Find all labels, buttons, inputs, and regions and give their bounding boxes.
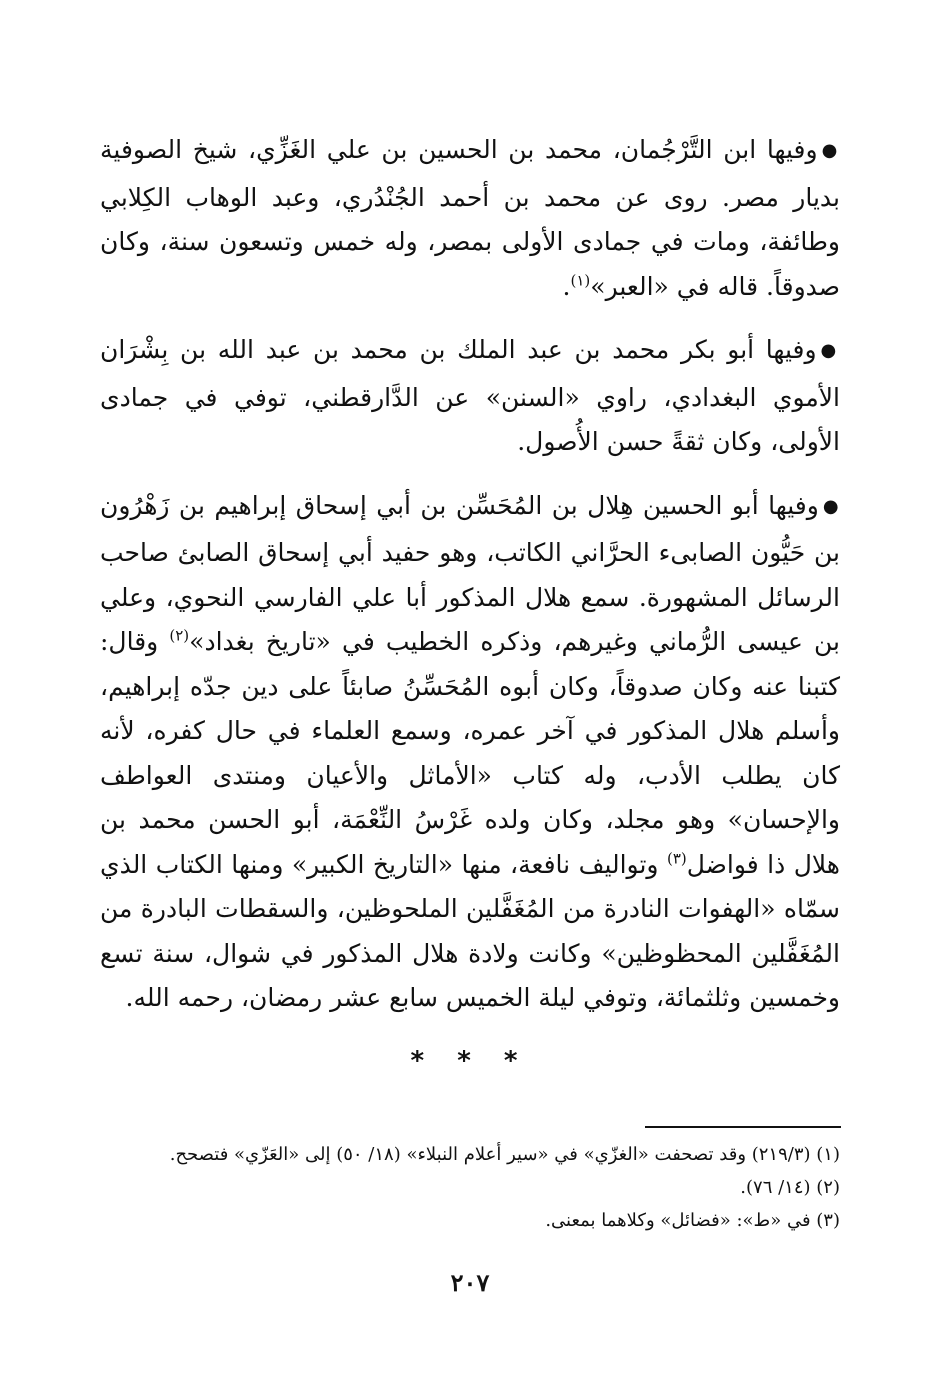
footnotes	[100, 1138, 840, 1237]
bullet-icon: ●	[820, 340, 840, 361]
section-separator: * * *	[410, 1046, 530, 1076]
entry-text: وفيها ابن التَّرْجُمان، محمد بن الحسين بن علي الغَزِّي، شيخ الصوفية بديار مصر. روى عن محمد بن أحمد الجُنْدُري، وعبد الوهاب الكِلابي وطائفة، ومات في جمادى الأولى بمصر، وله خمس وتسعون سنة، وكان صدوقاً. قاله في «العبر»	[100, 135, 840, 301]
entry-text: وفيها أبو الحسين هِلال بن المُحَسِّن بن أبي إسحاق إبراهيم بن زَهْرُون بن حَيُّون الصابىء الحرَّاني الكاتب، وهو حفيد أبي إسحاق الصابئ صاحب الرسائل المشهورة. سمع هلال المذكور أبا علي الفارسي النحوي، وعلي بن عيسى الرُّماني وغيرهم، وذكره الخطيب في «تاريخ بغداد»	[100, 490, 840, 656]
footnote-2: (٢) (١٤/ ٧٦).	[740, 1177, 840, 1198]
entry-text: وفيها أبو بكر محمد بن عبد الملك بن محمد بن عبد الله بن بِشْرَان الأموي البغدادي، راوي «السنن» عن الدَّارقطني، توفي في جمادى الأولى، وكان ثقةً حسن الأُصول.	[100, 335, 840, 456]
footnote-3: (٣) في «ط»: «فضائل» وكلاهما بمعنى.	[545, 1210, 840, 1231]
footnote-1: (١) (٢١٩/٣) وقد تصحفت «الغزّي» في «سير أعلام النبلاء» (١٨/ ٥٠) إلى «العَزّي» فتصحح.	[169, 1144, 840, 1165]
entry-hilal-al-sabi	[100, 484, 840, 1021]
bullet-icon: ●	[821, 140, 840, 161]
footnote-divider	[645, 1126, 841, 1128]
page-number: ٢٠٧	[450, 1268, 490, 1297]
entry-tail: وتواليف نافعة، منها «التاريخ الكبير» ومنها الكتاب الذي سمّاه «الهفوات النادرة من المُغَفَّلين الملحوظين، والسقطات البادرة من المُغَفَّلين المحظوظين» وكانت ولادة هلال المذكور في شوال، سنة تسع وخمسين وثلثمائة، وتوفي ليلة الخميس سابع عشر رمضان، رحمه الله.	[100, 849, 840, 1012]
bullet-icon: ●	[822, 495, 840, 517]
entry-tail: .	[562, 271, 571, 301]
entry-ibn-al-turjuman	[100, 128, 840, 309]
entry-tail: وقال: كتبنا عنه وكان صدوقاً، وكان أبوه المُحَسِّنُ صابئاً على دين جدّه إبراهيم، وأسلم هلال المذكور في آخر عمره، وسمع العلماء في حال كفره، لأنه كان يطلب الأدب، وله كتاب «الأماثل والأعيان ومنتدى العواطف والإحسان» وهو مجلد، وكان ولده غَرْسُ النِّعْمَة، أبو الحسن محمد بن هلال ذا فواضل	[100, 627, 840, 879]
entry-ibn-bishran	[100, 328, 840, 465]
main-text	[100, 128, 840, 1040]
footnote-ref: (٣)	[666, 849, 687, 868]
footnote-ref: (٢)	[169, 626, 190, 645]
footnote-ref: (١)	[570, 271, 591, 290]
